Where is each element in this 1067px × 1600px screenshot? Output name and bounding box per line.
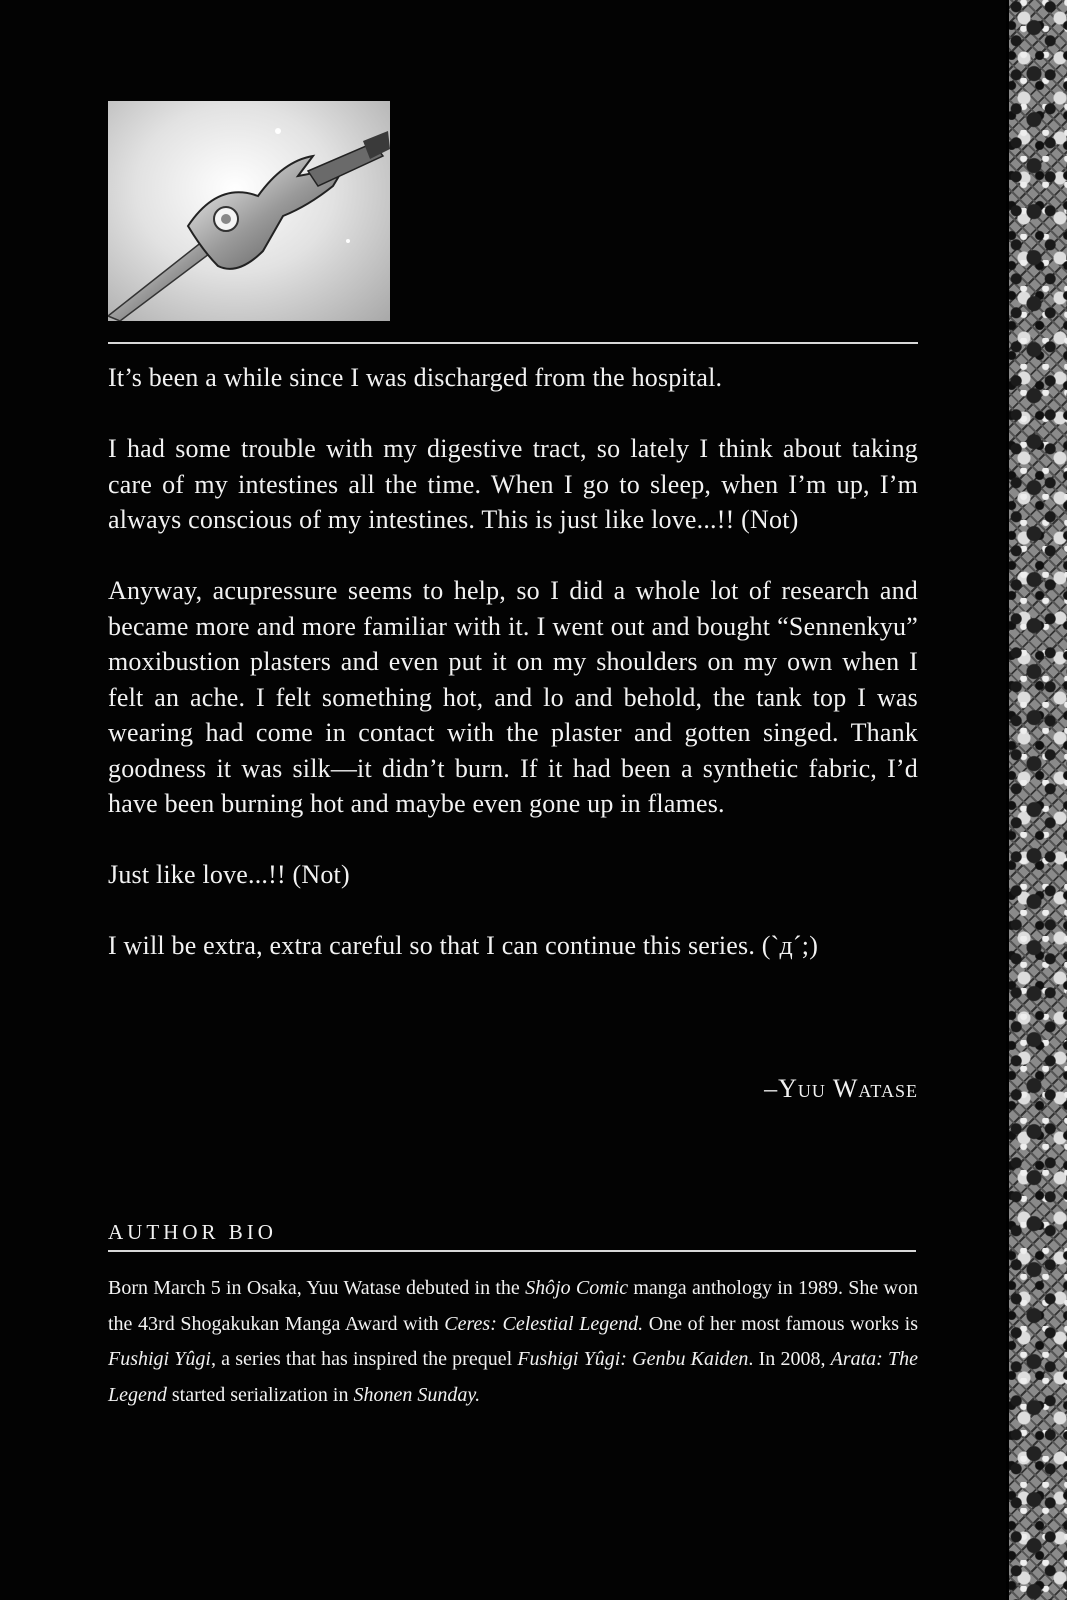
bio-text-segment: , a series that has inspired the prequel xyxy=(210,1348,518,1370)
bio-text-segment: One of her most famous works is xyxy=(643,1312,918,1335)
author-bio-text xyxy=(108,1271,918,1413)
bio-title-italic: Shonen Sunday. xyxy=(353,1383,481,1406)
letter-paragraph: It’s been a while since I was discharged from the hospital. xyxy=(108,363,723,392)
floral-border-decoration xyxy=(1006,0,1067,1600)
bio-paragraph xyxy=(108,1271,918,1413)
bio-text-segment: started serialization in xyxy=(166,1383,354,1406)
letter-paragraph: I will be extra, extra careful so that I can continue this series. (`д´;) xyxy=(108,931,819,960)
author-letter xyxy=(108,360,918,999)
author-bio-heading: AUTHOR BIO xyxy=(108,1220,277,1244)
bio-title-italic: Ceres: Celestial Legend. xyxy=(444,1312,644,1335)
sword-hilt-icon xyxy=(108,101,390,321)
letter-paragraph: Anyway, acupressure seems to help, so I did a whole lot of research and became more and more familiar with it. I went out and bought “Sennenkyu” moxibustion plasters and even put it on my shoulders on my own when I felt an ache. I felt something hot, and lo and behold, the tank top I was wearing had come in contact with the plaster and gotten singed. Thank goodness it was silk—it didn’t burn. If it had been a synthetic fabric, I’d have been burning hot and maybe even gone up in flames. xyxy=(108,576,918,818)
letter-paragraph: Just like love...!! (Not) xyxy=(108,860,350,889)
top-divider xyxy=(108,342,918,344)
letter-paragraph: I had some trouble with my digestive tract, so lately I think about taking care of my intestines all the time. When I go to sleep, when I’m up, I’m always conscious of my intestines. This is just like love...!! (Not) xyxy=(108,434,918,534)
bio-title-italic: Arata: The Legend xyxy=(108,1348,919,1406)
author-signature: –Yuu Watase xyxy=(764,1074,918,1103)
bio-divider xyxy=(108,1250,916,1252)
bio-title-italic: Fushigi Yûgi: Genbu Kaiden xyxy=(517,1348,749,1370)
bio-text-segment: Born March 5 in Osaka, Yuu Watase debuted in the xyxy=(108,1277,526,1299)
bio-title-italic: Shôjo Comic xyxy=(525,1277,629,1299)
bio-text-segment: . In 2008, xyxy=(748,1348,831,1370)
bio-text-segment: manga anthology in 1989. She won the 43rd Shogakukan Manga Award with xyxy=(108,1277,918,1335)
sword-illustration xyxy=(108,101,390,321)
bio-title-italic: Fushigi Yûgi xyxy=(108,1348,211,1370)
